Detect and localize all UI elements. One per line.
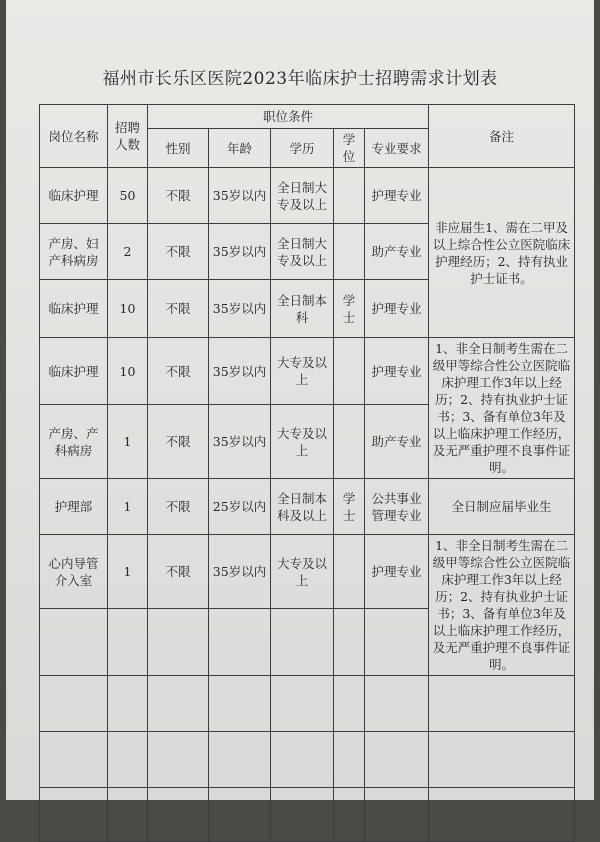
empty-cell [334,676,365,732]
empty-cell [429,732,575,788]
cell-education: 大专及以上 [271,338,334,405]
cell-count: 1 [108,479,148,535]
header-position: 岗位名称 [40,105,108,168]
cell-major: 助产专业 [365,405,429,479]
cell-degree [334,535,365,609]
header-count: 招聘人数 [108,105,148,168]
cell-age: 35岁以内 [209,535,271,609]
cell-count: 2 [108,224,148,280]
empty-cell [40,676,108,732]
cell-count: 50 [108,168,148,224]
empty-cell [429,788,575,842]
cell-major: 护理专业 [365,535,429,609]
empty-cell [271,788,334,842]
cell-position: 产房、妇产科病房 [40,224,108,280]
table-row [40,535,575,609]
cell-age: 35岁以内 [209,224,271,280]
empty-cell [209,676,271,732]
cell-degree [334,224,365,280]
empty-cell [429,676,575,732]
cell-age: 35岁以内 [209,338,271,405]
empty-cell [365,732,429,788]
cell-education: 全日制本科 [271,280,334,338]
empty-cell [40,788,108,842]
cell-age: 35岁以内 [209,168,271,224]
table-row [40,168,575,224]
cell-position: 临床护理 [40,280,108,338]
cell-major: 助产专业 [365,224,429,280]
cell-degree [334,168,365,224]
cell-gender: 不限 [148,535,209,609]
cell-count: 1 [108,405,148,479]
cell-position: 心内导管介入室 [40,535,108,609]
cell-major: 护理专业 [365,338,429,405]
empty-row [40,732,575,788]
cell-degree [334,405,365,479]
empty-cell [209,609,271,676]
header-degree: 学位 [334,129,365,168]
cell-major: 公共事业管理专业 [365,479,429,535]
empty-cell [148,732,209,788]
cell-count: 10 [108,280,148,338]
empty-cell [40,732,108,788]
empty-row [40,676,575,732]
cell-position: 临床护理 [40,338,108,405]
empty-cell [334,788,365,842]
empty-cell [271,732,334,788]
cell-education: 大专及以上 [271,405,334,479]
cell-education: 全日制大专及以上 [271,224,334,280]
cell-remarks-group-1: 非应届生1、需在二甲及以上综合性公立医院临床护理经历；2、持有执业护士证书。 [429,168,575,338]
cell-degree: 学士 [334,479,365,535]
header-age: 年龄 [209,129,271,168]
cell-count: 10 [108,338,148,405]
cell-position: 临床护理 [40,168,108,224]
empty-cell [209,788,271,842]
empty-cell [108,676,148,732]
empty-cell [148,676,209,732]
empty-cell [365,788,429,842]
document-title: 福州市长乐区医院2023年临床护士招聘需求计划表 [102,69,498,89]
empty-cell [334,609,365,676]
empty-cell [365,676,429,732]
cell-major: 护理专业 [365,168,429,224]
cell-gender: 不限 [148,280,209,338]
cell-education: 全日制大专及以上 [271,168,334,224]
document-page [6,0,594,800]
empty-cell [148,609,209,676]
empty-cell [271,676,334,732]
cell-gender: 不限 [148,479,209,535]
empty-cell [271,609,334,676]
cell-gender: 不限 [148,224,209,280]
empty-cell [334,732,365,788]
cell-age: 35岁以内 [209,280,271,338]
cell-age: 25岁以内 [209,479,271,535]
cell-gender: 不限 [148,405,209,479]
table-row [40,479,575,535]
cell-position: 护理部 [40,479,108,535]
empty-cell [108,732,148,788]
cell-education: 全日制本科及以上 [271,479,334,535]
empty-cell [148,788,209,842]
cell-major: 护理专业 [365,280,429,338]
empty-cell [365,609,429,676]
cell-remarks-group-4: 1、非全日制考生需在二级甲等综合性公立医院临床护理工作3年以上经历；2、持有执业护士证书；3、备有单位3年及以上临床护理工作经历，及无严重护理不良事件证明。 [429,535,575,676]
cell-gender: 不限 [148,338,209,405]
cell-age: 35岁以内 [209,405,271,479]
empty-row [40,788,575,842]
cell-degree: 学士 [334,280,365,338]
cell-gender: 不限 [148,168,209,224]
header-major: 专业要求 [365,129,429,168]
recruitment-plan-table [39,104,575,842]
cell-remarks-group-3: 全日制应届毕业生 [429,479,575,535]
header-remarks: 备注 [429,105,575,168]
cell-remarks-group-2: 1、非全日制考生需在二级甲等综合性公立医院临床护理工作3年以上经历；2、持有执业护士证书；3、备有单位3年及以上临床护理工作经历，及无严重护理不良事件证明。 [429,338,575,479]
empty-cell [209,732,271,788]
empty-cell [108,788,148,842]
header-conditions: 职位条件 [148,105,429,129]
empty-cell [40,609,108,676]
header-education: 学历 [271,129,334,168]
header-row-1 [40,105,575,129]
cell-position: 产房、产科病房 [40,405,108,479]
cell-count: 1 [108,535,148,609]
table-row [40,338,575,405]
cell-degree [334,338,365,405]
cell-education: 大专及以上 [271,535,334,609]
header-gender: 性别 [148,129,209,168]
empty-cell [108,609,148,676]
